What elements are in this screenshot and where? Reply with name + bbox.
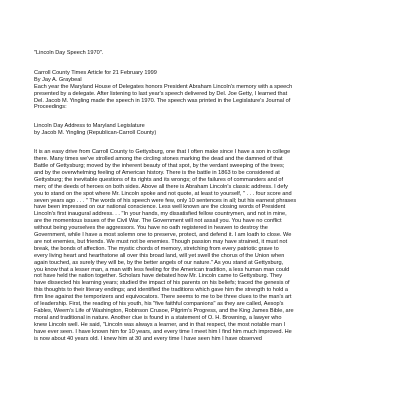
speech-author: by Jacob M. Yingling (Republican-Carroll County) bbox=[34, 130, 157, 137]
article-intro bbox=[34, 70, 366, 111]
body-line: seven years ago . . . " The words of his speech were few, only 10 sentences in all; but his earnest phrases bbox=[34, 197, 297, 204]
body-line: It is an easy drive from Carroll County to Gettysburg, one that I often make since I have a son in college bbox=[34, 149, 291, 156]
body-line: not have held the nation together. Scholars have debated how Mr. Lincoln came to Gettysburg. They bbox=[34, 273, 283, 280]
body-line: Government, while I have a most solemn one to preserve, protect, and defend it. I am loath to close. We bbox=[34, 232, 292, 239]
body-line: firm line against the temporizers and equivocators. There seems to me to be three clues to the man's art bbox=[34, 294, 292, 301]
body-line: are the momentous issues of the Civil War. The Government will not assail you. You have no conflict bbox=[34, 218, 282, 225]
body-line: this thoughts to their literary endings; and identified the traditions which gave him the strength to hold a bbox=[34, 287, 289, 294]
body-line: is now about 40 years old. I knew him at 30 and every time I have seen him I have observed bbox=[34, 335, 262, 342]
intro-line: Proceedings: bbox=[34, 104, 67, 111]
body-line: break, the bonds of affection. The mystic chords of memory, stretching from every patriotic grave to bbox=[34, 245, 279, 252]
body-line: are not enemies, but friends. We must not be enemies. Though passion may have strained, it must not bbox=[34, 238, 288, 245]
body-line: have ever seen. I have known him for 10 years, and every time I meet him I find him much improved. He bbox=[34, 328, 292, 335]
body-line: and by the overwhelming feeling of American history. There is the battle in 1863 to be considered at bbox=[34, 169, 280, 176]
body-line: Lincoln's first inaugural address. . . "In your hands, my dissatisfied fellow countrymen, and not in mine, bbox=[34, 211, 287, 218]
intro-line: Del. Jacob M. Yingling made the speech in 1970. The speech was printed in the Legislature's Journal of bbox=[34, 97, 291, 104]
body-line: there. Many times we've strolled among the circling stones marking the dead and the damned of that bbox=[34, 156, 283, 163]
body-line: Battle of Gettysburg; moved by the inherent beauty of that spot, by the verdant sweeping of the trees; bbox=[34, 162, 285, 169]
body-line: you know that a lesser man, a man with less feeling for the American tradition, a less human man could bbox=[34, 266, 290, 273]
body-line: of leadership. First, the reading of his youth, his "five faithful companions" as they are called, Aesop's bbox=[34, 301, 284, 308]
speech-title: Lincoln Day Address to Maryland Legislature bbox=[34, 123, 145, 130]
intro-line: By Jay A. Graybeal bbox=[34, 76, 82, 83]
body-line: men; of the deeds of heroes on both sides. Above all there is Abraham Lincoln's classic address. I defy bbox=[34, 183, 288, 190]
intro-line: Each year the Maryland House of Delegates honors President Abraham Lincoln's memory with a speech bbox=[34, 83, 293, 90]
speech-heading bbox=[34, 123, 366, 137]
body-line: moral and traditional in nature. Another clue is found in a statement of O. H. Browning, a lawyer who bbox=[34, 314, 282, 321]
intro-line: Carroll County Times Article for 21 February 1999 bbox=[34, 69, 157, 76]
body-line: again touched, as surely they will be, by the better angels of our nature." As you stand at Gettysburg, bbox=[34, 259, 284, 266]
intro-line: presented by a delegate. After listening to last year's speech delivered by Del. Joe Getty, I learned that bbox=[34, 90, 288, 97]
body-line: you to stand on the spot where Mr. Lincoln spoke and not quote, at least to yourself, " . . . four score and bbox=[34, 190, 292, 197]
body-line: knew Lincoln well. He said, "Lincoln was always a learner, and in that respect, the most notable man I bbox=[34, 321, 286, 328]
body-line: Gettysburg; the inevitable questions of its rights and its wrongs; of the failures of commanders and of bbox=[34, 176, 284, 183]
body-line: every living heart and hearthstone all over this broad land, will yet swell the chorus of the Union when bbox=[34, 252, 285, 259]
body-line: have been impressed on our national conscience. Less well known are the closing words of President bbox=[34, 204, 286, 211]
speech-body bbox=[34, 149, 366, 342]
body-line: Fables, Weem's Life of Washington, Robinson Crusoe, Pilgrim's Progress, and the King James Bible, are bbox=[34, 308, 294, 314]
document-title: "Lincoln Day Speech 1970". bbox=[34, 50, 104, 56]
body-line: without being yourselves the aggressors. You have no oath registered in heaven to destroy the bbox=[34, 225, 268, 232]
body-line: have dissected his learning years; studied the impact of his parents on his beliefs; traced the genesis of bbox=[34, 280, 290, 287]
